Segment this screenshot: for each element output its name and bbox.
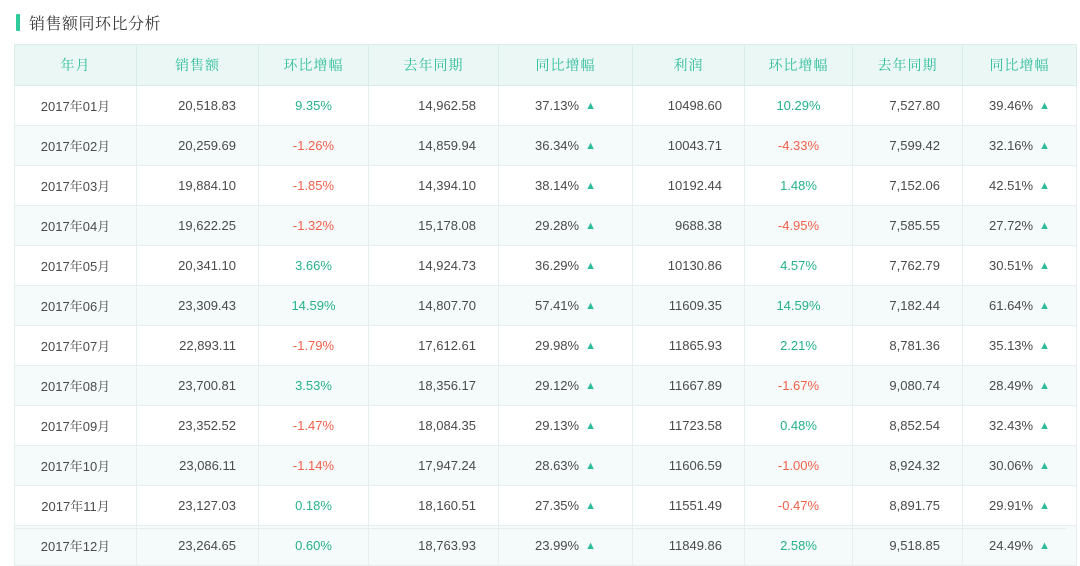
cell-sales: 23,264.65 (137, 526, 259, 566)
cell-sales-mom (259, 446, 369, 486)
cell-month: 2017年04月 (15, 206, 137, 246)
cell-profit-mom (745, 126, 853, 166)
arrow-up-icon: ▲ (1039, 140, 1050, 152)
cell-profit-last-year: 7,527.80 (853, 86, 963, 126)
cell-profit-mom-value: -1.00% (777, 458, 820, 473)
table-row (15, 406, 1077, 446)
cell-sales-mom-value: 3.53% (295, 378, 332, 393)
cell-profit-yoy-value: 39.46% ▲ (989, 98, 1050, 113)
cell-sales: 23,700.81 (137, 366, 259, 406)
cell-sales-yoy (499, 206, 633, 246)
table-row (15, 526, 1077, 566)
table-header-row (15, 45, 1077, 86)
column-header-profit-last-year: 去年同期 (853, 45, 963, 86)
cell-profit-yoy (963, 446, 1077, 486)
cell-sales-mom (259, 526, 369, 566)
cell-profit-last-year: 7,152.06 (853, 166, 963, 206)
cell-sales-yoy (499, 166, 633, 206)
cell-sales-yoy-value: 28.63% ▲ (535, 458, 596, 473)
cell-profit-mom-value: 2.58% (780, 538, 817, 553)
cell-profit-last-year: 7,182.44 (853, 286, 963, 326)
cell-profit-mom-value: 2.21% (780, 338, 817, 353)
cell-profit: 11551.49 (633, 486, 745, 526)
table-row (15, 206, 1077, 246)
cell-sales-mom (259, 86, 369, 126)
cell-profit-yoy (963, 126, 1077, 166)
cell-sales-yoy (499, 126, 633, 166)
cell-sales-yoy-value: 27.35% ▲ (535, 498, 596, 513)
column-header-profit-mom: 环比增幅 (745, 45, 853, 86)
cell-profit: 9688.38 (633, 206, 745, 246)
cell-profit-yoy-value: 32.43% ▲ (989, 418, 1050, 433)
arrow-up-icon: ▲ (585, 380, 596, 392)
table-row (15, 446, 1077, 486)
cell-sales-mom (259, 206, 369, 246)
cell-month: 2017年05月 (15, 246, 137, 286)
cell-month: 2017年08月 (15, 366, 137, 406)
cell-profit-mom (745, 486, 853, 526)
cell-sales: 23,309.43 (137, 286, 259, 326)
cell-profit-yoy-value: 29.91% ▲ (989, 498, 1050, 513)
cell-profit-yoy (963, 246, 1077, 286)
cell-profit: 11723.58 (633, 406, 745, 446)
cell-profit: 10498.60 (633, 86, 745, 126)
column-header-sales-yoy: 同比增幅 (499, 45, 633, 86)
cell-profit-yoy (963, 526, 1077, 566)
cell-sales-mom-value: -1.26% (292, 138, 335, 153)
arrow-up-icon: ▲ (1039, 540, 1050, 552)
cell-sales-last-year: 18,160.51 (369, 486, 499, 526)
cell-profit-yoy (963, 86, 1077, 126)
cell-profit-mom-value: -1.67% (777, 378, 820, 393)
arrow-up-icon: ▲ (585, 300, 596, 312)
cell-profit: 10043.71 (633, 126, 745, 166)
cell-profit-mom (745, 366, 853, 406)
cell-profit: 10192.44 (633, 166, 745, 206)
cell-sales-yoy (499, 326, 633, 366)
cell-sales-yoy (499, 486, 633, 526)
cell-sales-last-year: 17,612.61 (369, 326, 499, 366)
arrow-up-icon: ▲ (585, 180, 596, 192)
table-row (15, 166, 1077, 206)
cell-profit-last-year: 9,080.74 (853, 366, 963, 406)
arrow-up-icon: ▲ (585, 260, 596, 272)
cell-sales-yoy (499, 86, 633, 126)
cell-profit-last-year: 9,518.85 (853, 526, 963, 566)
cell-profit-yoy-value: 32.16% ▲ (989, 138, 1050, 153)
cell-sales: 20,518.83 (137, 86, 259, 126)
cell-sales-yoy-value: 57.41% ▲ (535, 298, 596, 313)
cell-profit-last-year: 8,924.32 (853, 446, 963, 486)
cell-profit-yoy (963, 406, 1077, 446)
cell-sales-mom-value: -1.85% (292, 178, 335, 193)
sales-analysis-table (14, 44, 1077, 566)
cell-profit-last-year: 7,599.42 (853, 126, 963, 166)
cell-sales-mom (259, 286, 369, 326)
cell-profit-mom (745, 326, 853, 366)
cell-profit-mom (745, 446, 853, 486)
cell-sales-last-year: 14,859.94 (369, 126, 499, 166)
cell-month: 2017年06月 (15, 286, 137, 326)
cell-sales-last-year: 18,763.93 (369, 526, 499, 566)
cell-sales-yoy-value: 29.28% ▲ (535, 218, 596, 233)
cell-month: 2017年02月 (15, 126, 137, 166)
cell-profit: 11865.93 (633, 326, 745, 366)
cell-profit-mom-value: 10.29% (776, 98, 821, 113)
cell-profit-last-year: 7,585.55 (853, 206, 963, 246)
cell-profit-mom (745, 86, 853, 126)
cell-sales-mom-value: 0.18% (295, 498, 332, 513)
cell-profit-mom (745, 166, 853, 206)
cell-sales-yoy-value: 37.13% ▲ (535, 98, 596, 113)
cell-month: 2017年07月 (15, 326, 137, 366)
cell-profit-yoy (963, 366, 1077, 406)
arrow-up-icon: ▲ (1039, 100, 1050, 112)
cell-sales-yoy-value: 29.98% ▲ (535, 338, 596, 353)
cell-profit-mom-value: 1.48% (780, 178, 817, 193)
arrow-up-icon: ▲ (585, 420, 596, 432)
column-header-profit: 利润 (633, 45, 745, 86)
cell-profit-mom-value: -4.95% (777, 218, 820, 233)
cell-sales-mom (259, 166, 369, 206)
table-row (15, 246, 1077, 286)
table-body (15, 86, 1077, 566)
cell-profit-last-year: 8,781.36 (853, 326, 963, 366)
cell-sales-mom (259, 486, 369, 526)
table-row (15, 366, 1077, 406)
cell-profit-last-year: 8,891.75 (853, 486, 963, 526)
cell-sales-last-year: 15,178.08 (369, 206, 499, 246)
cell-sales-yoy (499, 286, 633, 326)
cell-sales-yoy (499, 366, 633, 406)
cell-month: 2017年03月 (15, 166, 137, 206)
cell-sales-last-year: 14,394.10 (369, 166, 499, 206)
cell-sales-last-year: 14,924.73 (369, 246, 499, 286)
cell-sales: 22,893.11 (137, 326, 259, 366)
table-row (15, 126, 1077, 166)
cell-sales-yoy-value: 29.12% ▲ (535, 378, 596, 393)
cell-sales-yoy (499, 526, 633, 566)
cell-profit-yoy-value: 27.72% ▲ (989, 218, 1050, 233)
table-bottom-divider (14, 528, 1066, 529)
cell-profit-last-year: 8,852.54 (853, 406, 963, 446)
arrow-up-icon: ▲ (585, 340, 596, 352)
cell-sales-yoy-value: 23.99% ▲ (535, 538, 596, 553)
cell-month: 2017年11月 (15, 486, 137, 526)
column-header-sales-last-year: 去年同期 (369, 45, 499, 86)
column-header-sales-mom: 环比增幅 (259, 45, 369, 86)
cell-profit-yoy-value: 42.51% ▲ (989, 178, 1050, 193)
cell-profit-yoy-value: 30.06% ▲ (989, 458, 1050, 473)
cell-sales-yoy-value: 36.29% ▲ (535, 258, 596, 273)
cell-sales-yoy (499, 246, 633, 286)
cell-sales-mom (259, 326, 369, 366)
cell-profit-yoy (963, 486, 1077, 526)
cell-profit-yoy-value: 35.13% ▲ (989, 338, 1050, 353)
cell-sales-mom-value: -1.32% (292, 218, 335, 233)
cell-sales: 20,259.69 (137, 126, 259, 166)
cell-sales-mom-value: -1.47% (292, 418, 335, 433)
cell-sales-last-year: 14,807.70 (369, 286, 499, 326)
cell-profit-mom (745, 526, 853, 566)
cell-profit-mom-value: 0.48% (780, 418, 817, 433)
arrow-up-icon: ▲ (585, 140, 596, 152)
cell-profit: 11667.89 (633, 366, 745, 406)
cell-profit: 11609.35 (633, 286, 745, 326)
arrow-up-icon: ▲ (585, 220, 596, 232)
cell-profit: 11849.86 (633, 526, 745, 566)
cell-profit-yoy (963, 206, 1077, 246)
column-header-month: 年月 (15, 45, 137, 86)
arrow-up-icon: ▲ (1039, 300, 1050, 312)
column-header-sales: 销售额 (137, 45, 259, 86)
cell-sales-last-year: 14,962.58 (369, 86, 499, 126)
table-row (15, 486, 1077, 526)
cell-sales-yoy-value: 38.14% ▲ (535, 178, 596, 193)
cell-month: 2017年12月 (15, 526, 137, 566)
cell-profit-mom (745, 286, 853, 326)
cell-sales: 20,341.10 (137, 246, 259, 286)
cell-profit-yoy (963, 326, 1077, 366)
cell-profit-mom-value: -0.47% (777, 498, 820, 513)
table-row (15, 86, 1077, 126)
cell-profit-yoy-value: 24.49% ▲ (989, 538, 1050, 553)
cell-sales-mom-value: 9.35% (295, 98, 332, 113)
arrow-up-icon: ▲ (1039, 500, 1050, 512)
cell-profit-yoy-value: 28.49% ▲ (989, 378, 1050, 393)
arrow-up-icon: ▲ (585, 100, 596, 112)
cell-sales-last-year: 18,084.35 (369, 406, 499, 446)
cell-sales-mom-value: -1.14% (292, 458, 335, 473)
arrow-up-icon: ▲ (585, 540, 596, 552)
cell-sales: 19,622.25 (137, 206, 259, 246)
cell-sales: 23,352.52 (137, 406, 259, 446)
arrow-up-icon: ▲ (1039, 380, 1050, 392)
cell-sales: 23,086.11 (137, 446, 259, 486)
table-row (15, 326, 1077, 366)
cell-profit-yoy (963, 286, 1077, 326)
cell-sales-mom (259, 126, 369, 166)
cell-sales-yoy (499, 446, 633, 486)
arrow-up-icon: ▲ (585, 460, 596, 472)
cell-profit-mom (745, 406, 853, 446)
arrow-up-icon: ▲ (1039, 220, 1050, 232)
cell-sales-last-year: 17,947.24 (369, 446, 499, 486)
cell-profit-yoy-value: 61.64% ▲ (989, 298, 1050, 313)
cell-month: 2017年01月 (15, 86, 137, 126)
cell-sales-mom-value: 0.60% (295, 538, 332, 553)
cell-profit: 10130.86 (633, 246, 745, 286)
cell-sales-mom-value: -1.79% (292, 338, 335, 353)
cell-profit-last-year: 7,762.79 (853, 246, 963, 286)
cell-sales-mom (259, 406, 369, 446)
cell-sales-yoy (499, 406, 633, 446)
cell-profit-mom-value: 4.57% (780, 258, 817, 273)
arrow-up-icon: ▲ (1039, 340, 1050, 352)
cell-sales-mom (259, 366, 369, 406)
title-accent-bar (16, 14, 20, 31)
arrow-up-icon: ▲ (1039, 260, 1050, 272)
arrow-up-icon: ▲ (585, 500, 596, 512)
cell-sales-mom (259, 246, 369, 286)
cell-profit-mom (745, 206, 853, 246)
table-row (15, 286, 1077, 326)
cell-sales-mom-value: 14.59% (291, 298, 336, 313)
cell-month: 2017年10月 (15, 446, 137, 486)
column-header-profit-yoy: 同比增幅 (963, 45, 1077, 86)
cell-profit: 11606.59 (633, 446, 745, 486)
arrow-up-icon: ▲ (1039, 460, 1050, 472)
cell-profit-mom-value: 14.59% (776, 298, 821, 313)
cell-sales-mom-value: 3.66% (295, 258, 332, 273)
cell-sales-yoy-value: 29.13% ▲ (535, 418, 596, 433)
cell-profit-yoy-value: 30.51% ▲ (989, 258, 1050, 273)
cell-profit-mom (745, 246, 853, 286)
arrow-up-icon: ▲ (1039, 180, 1050, 192)
cell-sales-last-year: 18,356.17 (369, 366, 499, 406)
cell-month: 2017年09月 (15, 406, 137, 446)
cell-profit-mom-value: -4.33% (777, 138, 820, 153)
page-title-text: 销售额同环比分析 (29, 15, 162, 33)
cell-sales: 23,127.03 (137, 486, 259, 526)
cell-sales-yoy-value: 36.34% ▲ (535, 138, 596, 153)
cell-sales: 19,884.10 (137, 166, 259, 206)
arrow-up-icon: ▲ (1039, 420, 1050, 432)
cell-profit-yoy (963, 166, 1077, 206)
page-title (14, 0, 1066, 44)
